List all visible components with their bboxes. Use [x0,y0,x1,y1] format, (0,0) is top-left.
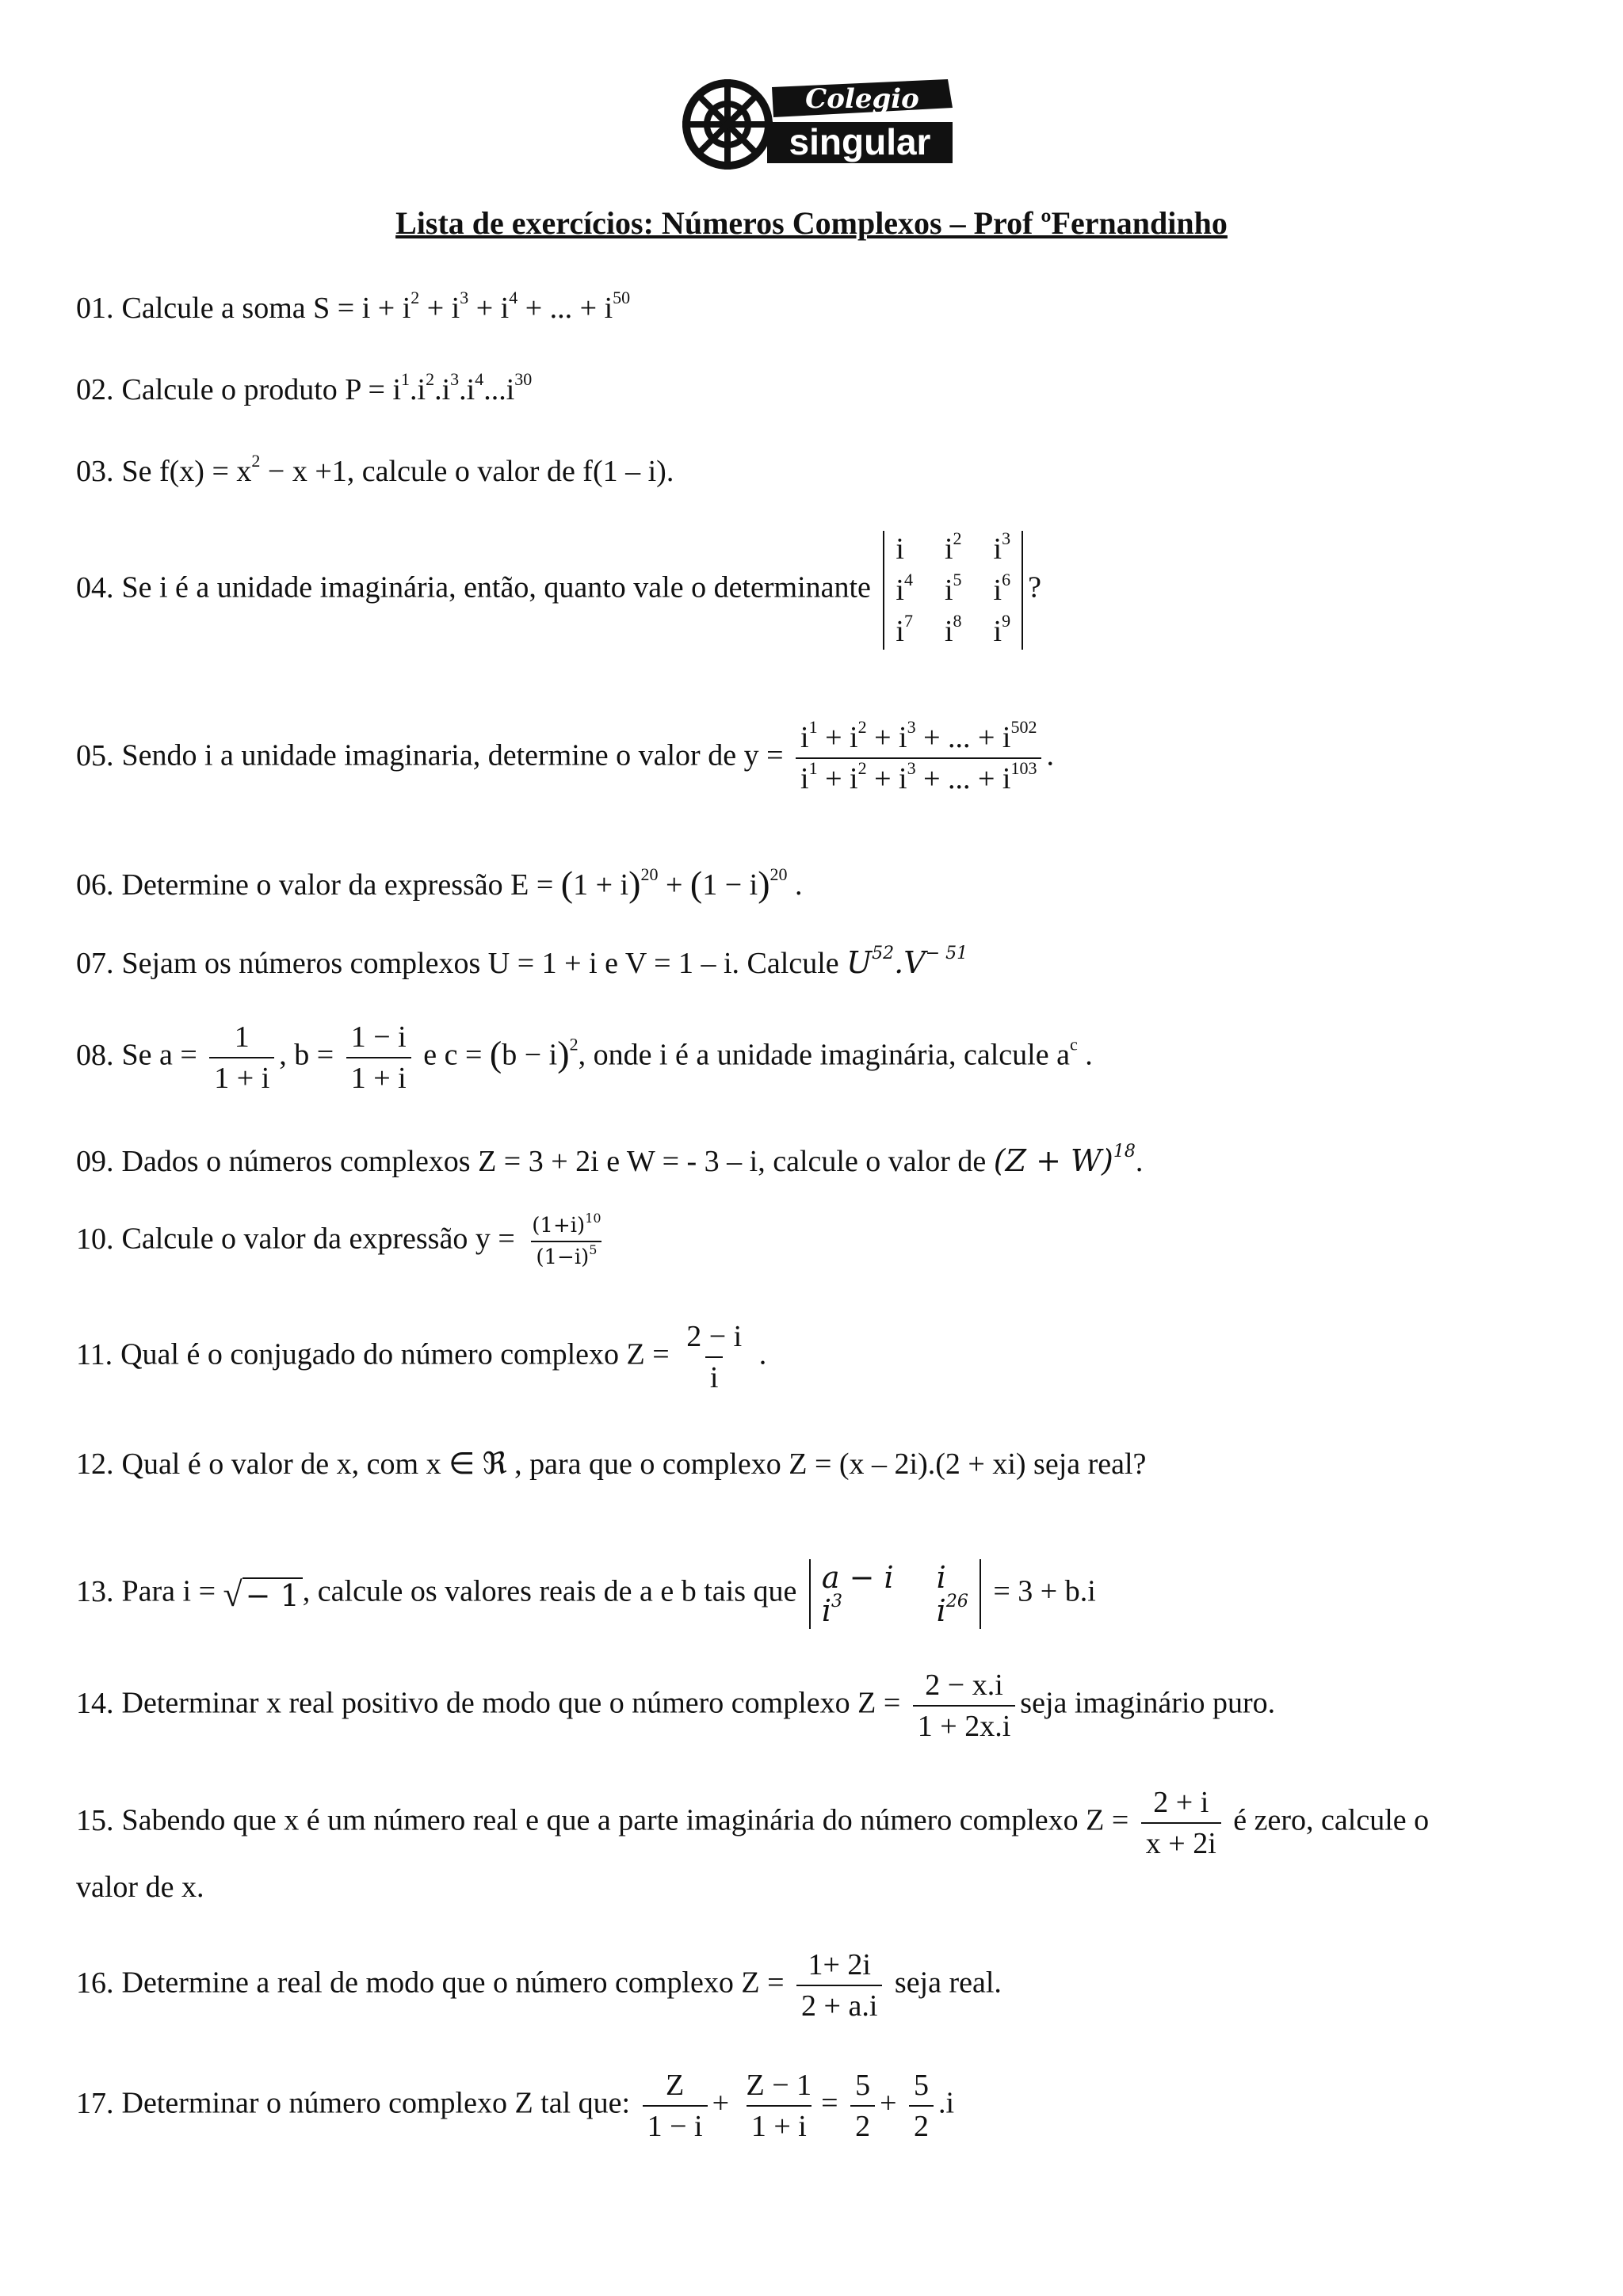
question-text: . [1046,738,1054,772]
math: i [392,373,401,406]
fraction [682,1322,747,1393]
fraction [913,1670,1016,1741]
math: 1 + i [573,868,629,902]
question-04 [76,528,1041,650]
question-text: e c = [415,1038,490,1072]
denominator: 2 + a.i [796,1985,882,2021]
math: + ... + i [517,292,613,325]
question-07 [76,944,968,980]
question-text: , b = [279,1038,334,1072]
question-text: Sabendo que x é um número real e que a parte imaginária do número complexo Z = [121,1803,1129,1837]
question-number: 06. [76,868,114,902]
question-17 [76,2070,954,2142]
question-text: é zero, calcule o [1225,1803,1430,1837]
question-number: 07. [76,947,114,980]
question-number: 13. [76,1574,114,1608]
question-number: 10. [76,1222,114,1256]
question-number: 12. [76,1447,114,1481]
exp: 2 [426,369,435,389]
determinant-3x3 [883,528,1023,650]
question-text: Determinar x real positivo de modo que o número complexo Z = [121,1686,901,1720]
question-number: 17. [76,2086,114,2120]
det-cell: i [896,532,904,566]
math: (Z + W) [993,1143,1113,1178]
question-text: Se a = [121,1038,197,1072]
question-text: Dados o números complexos Z = 3 + 2i e W = - 3 – i, calcule o valor de [121,1145,994,1178]
question-text: , calcule o valor de f(1 – i). [346,455,674,488]
question-15 [76,1787,1429,1859]
question-text: . [751,1337,767,1371]
numerator: $i^1 + i^2 + i^3$ + ... + $i^{502}$ [800,717,1037,754]
det-cell: $i^2$ [944,528,962,566]
fraction [909,2070,934,2142]
math: 1 − i [702,868,758,902]
question-03 [76,451,674,488]
question-text: valor de x. [76,1871,204,1904]
exp: 3 [450,369,460,389]
question-text: ? [1028,570,1041,605]
numerator: 2 − i [686,1320,743,1353]
math: + i [419,292,460,325]
exp: 30 [514,369,533,389]
fraction [346,1022,411,1093]
exp: 50 [613,288,631,307]
question-text: seja real. [887,1966,1002,2000]
question-text: Se f(x) = [121,455,237,488]
math: ...i [483,373,515,406]
question-text: Se i é a unidade imaginária, então, quanto vale o determinante [121,570,871,605]
question-11 [76,1322,766,1393]
exp: 2 [569,1034,579,1055]
denominator: 1 − i [643,2105,708,2142]
question-text: , calcule os valores reais de a e b tais que [302,1574,804,1608]
denominator: 2 [909,2105,934,2142]
denominator: $i^1 + i^2 + i^3$ + ... + $i^{103}$ [796,757,1041,794]
det-cell: $i^3$ [821,1592,843,1628]
math: + [880,2086,897,2120]
math: i + i [361,292,411,325]
question-16 [76,1950,1002,2021]
numerator: 1 − i [350,1020,407,1054]
question-text: Calcule a soma S = [121,292,362,325]
fraction [643,2070,708,2142]
det-cell: $i^7$ [896,611,913,648]
denominator: 1 + 2x.i [913,1705,1016,1741]
exp: − 51 [925,944,968,963]
det-cell: i [936,1560,946,1595]
numerator: 5 [855,2069,871,2102]
question-text: Qual é o conjugado do número complexo Z = [120,1337,670,1371]
fraction [742,2070,817,2142]
math: U [846,945,873,980]
denominator: 1 + i [747,2105,812,2142]
math: + [712,2086,730,2120]
numerator: $(1+i)^{10}$ [532,1211,601,1238]
question-number: 16. [76,1966,114,2000]
det-cell: $i^5$ [944,570,962,607]
question-text: Calcule o produto P = [121,373,393,406]
question-13 [76,1559,1096,1629]
question-text: Para i = [121,1574,223,1608]
question-10 [76,1211,611,1269]
exp: 2 [251,451,261,471]
exp: c [1069,1034,1078,1055]
fraction [850,2070,875,2142]
math: x [236,455,252,488]
question-text: . [1077,1038,1093,1072]
logo-bottom-text: singular [789,121,931,162]
question-number: 09. [76,1145,114,1178]
question-text: seja imaginário puro. [1020,1686,1276,1720]
square-root: √ − 1 [223,1577,303,1612]
exp: 4 [475,369,484,389]
question-number: 14. [76,1686,114,1720]
fraction [1141,1787,1221,1859]
question-02 [76,369,533,406]
logo-top-text: Colegio [805,83,919,115]
math: .i [938,2086,955,2120]
math: .i [410,373,426,406]
wheel-icon [682,79,773,170]
question-text: Sejam os números complexos U = 1 + i e V = 1 – i. Calcule [121,947,847,980]
question-text: Determine a real de modo que o número complexo Z = [121,1966,785,2000]
det-cell: $i^6$ [993,570,1011,607]
question-text: Qual é o valor de x, com x ∈ ℜ , para que o complexo Z = (x – 2i).(2 + xi) seja real? [121,1447,1147,1481]
fraction [796,717,1041,795]
question-06: 06. Determine o valor da expressão $E = (1 + i)^{20} + (1 - i)^{20}$ . [76,864,803,904]
question-14 [76,1670,1275,1741]
numerator: Z [665,2069,685,2102]
question-number: 02. [76,373,114,406]
exp: 20 [769,864,788,884]
denominator: i [705,1356,724,1393]
question-text: . [1135,1145,1144,1178]
question-text: Sendo i a unidade imaginaria, determine o valor de y = [121,738,784,772]
determinant-2x2 [809,1559,981,1629]
question-number: 03. [76,455,114,488]
exp: 20 [640,864,659,884]
denominator: x + 2i [1141,1822,1221,1859]
page-title: Lista de exercícios: Números Complexos – Prof ºFernandinho [395,205,1228,241]
det-cell: $i^4$ [896,570,913,607]
exp: 18 [1113,1142,1136,1161]
det-cell: $i^3$ [993,528,1011,566]
math: − x +1 [260,455,347,488]
question-text: . [787,868,803,902]
question-text: Determine o valor da expressão E = [121,868,561,902]
exp: 4 [509,288,518,307]
question-05 [76,717,1054,795]
denominator: 2 [850,2105,875,2142]
det-cell: $i^9$ [993,611,1011,648]
math: + [658,868,690,902]
det-cell: a − i [821,1560,894,1595]
numerator: 2 + i [1153,1786,1209,1819]
denominator: 1 + i [346,1057,411,1093]
question-number: 05. [76,738,114,772]
question-08: 08. Se a = $\frac{1}{1 + i}$ , b = $\frac{1 - i}{1 + i}$ e $c = (b - i)^2$, onde i é a unidade imaginária, calcule $a^c$ . [76,1020,1093,1095]
numerator: Z − 1 [746,2069,812,2102]
fraction [209,1022,274,1093]
question-text: Determinar o número complexo Z tal que: [121,2086,631,2120]
fraction [796,1950,882,2021]
question-09 [76,1142,1144,1178]
question-text: = 3 + b.i [985,1574,1096,1608]
colegio-singular-logo [678,73,957,176]
exp: 2 [411,288,420,307]
question-text: , onde i é a unidade imaginária, calcule a [578,1038,1070,1072]
math: = [821,2086,838,2120]
exp: 3 [460,288,469,307]
det-cell: $i^{26}$ [936,1592,968,1628]
question-text: Calcule o valor da expressão y = [121,1222,515,1256]
denominator: $(1-i)^5$ [531,1241,601,1268]
question-12 [76,1449,1146,1479]
math: b − i [502,1038,558,1072]
math: .V [894,945,926,980]
math: + i [468,292,510,325]
numerator: 2 − x.i [925,1669,1003,1702]
question-number: 08. [76,1038,114,1072]
question-number: 11. [76,1337,113,1371]
question-number: 15. [76,1803,114,1837]
exp: 1 [401,369,410,389]
det-cell: $i^8$ [944,611,962,648]
question-number: 04. [76,570,114,605]
exp: 52 [872,944,895,963]
question-number: 01. [76,292,114,325]
math: .i [434,373,451,406]
numerator: 1+ 2i [808,1948,871,1981]
fraction [527,1211,605,1269]
numerator: 5 [914,2069,930,2102]
question-01 [76,288,631,325]
question-15-continued [76,1872,204,1902]
numerator: 1 [234,1020,250,1054]
math: .i [459,373,475,406]
denominator: 1 + i [209,1057,274,1093]
